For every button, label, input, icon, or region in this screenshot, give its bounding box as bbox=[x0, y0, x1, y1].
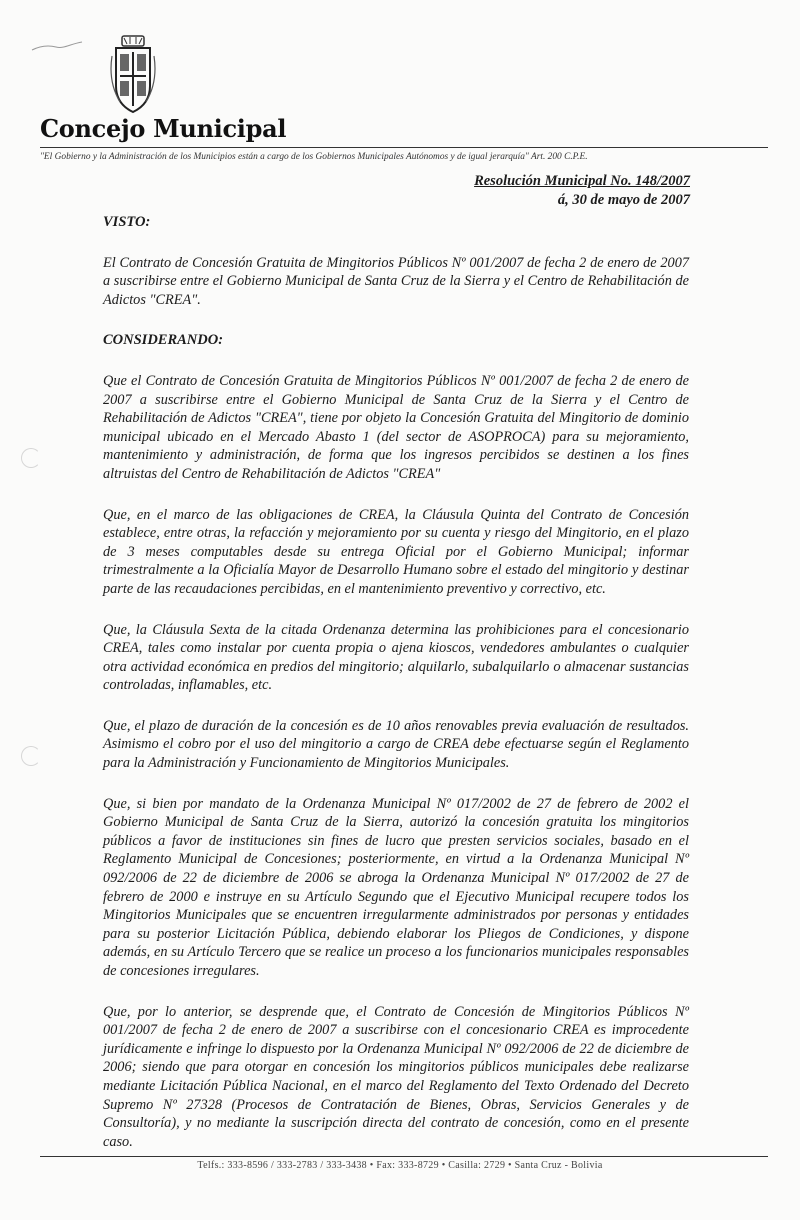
punch-hole bbox=[21, 448, 41, 468]
resolution-block bbox=[474, 172, 690, 210]
resolution-date: á, 30 de mayo de 2007 bbox=[557, 192, 690, 208]
punch-hole bbox=[21, 746, 41, 766]
municipal-crest-icon bbox=[108, 34, 158, 118]
considerando-paragraph: Que, por lo anterior, se desprende que, el Contrato de Concesión de Mingitorios Públicos Nº 001/2007 de fecha 2 de enero de 2007 a suscribirse con el concesionario CREA es improcedente jurídicamente e infringe lo dispuesto por la Ordenanza Municipal Nº 092/2006 de 22 de diciembre de 2006; siendo que para otorgar en concesión los mingitorios públicos municipales debe realizarse mediante Licitación Pública Nacional, en el marco del Reglamento del Texto Ordenado del Decreto Supremo Nº 27328 (Procesos de Contratación de Bienes, Obras, Servicios Generales y de Consultoría), y no mediante la suscripción directa del contrato de concesión, como en el presente caso. bbox=[103, 1003, 689, 1150]
visto-heading: VISTO: bbox=[103, 214, 151, 230]
resolution-number: Resolución Municipal No. 148/2007 bbox=[474, 173, 690, 189]
considerando-paragraph: Que el Contrato de Concesión Gratuita de Mingitorios Públicos Nº 001/2007 de fecha 2 de enero de 2007 a suscribirse entre el Gobierno Municipal de Santa Cruz de la Sierra y el Centro de Rehabilitación de Adictos "CREA", tiene por objeto la Concesión Gratuita del Mingitorio de dominio municipal ubicado en el Mercado Abasto 1 (del sector de ASOPROCA) para su mejoramiento, mantenimiento y administración, de forma que los ingresos percibidos se destinen a los fines altruistas del Centro de Rehabilitación de Adictos "CREA" bbox=[103, 372, 689, 482]
header-divider bbox=[40, 147, 768, 148]
considerando-paragraph: Que, si bien por mandato de la Ordenanza Municipal Nº 017/2002 de 27 de febrero de 2002 el Gobierno Municipal de Santa Cruz de la Sierra, autorizó la concesión gratuita los mingitorios públicos a favor de instituciones sin fines de lucro que presten servicios sociales, basado en el Reglamento Municipal de Concesiones; posteriormente, en virtud a la Ordenanza Municipal Nº 092/2006 de 22 de diciembre de 2006 se abroga la Ordenanza Municipal Nº 017/2002 de 27 de febrero de 2000 e instruye en su Artículo Segundo que el Ejecutivo Municipal recupere todos los Mingitorios Municipales que se encuentren irregularmente administrados por personas y entidades para su posterior Licitación Pública, debiendo elaborar los Pliegos de Condiciones, y dispone además, en su Artículo Tercero que se realice un proceso a los funcionarios municipales responsables de concesiones irregulares. bbox=[103, 795, 689, 979]
document-body bbox=[103, 213, 689, 1173]
considerando-paragraph: Que, en el marco de las obligaciones de CREA, la Cláusula Quinta del Contrato de Concesión establece, entre otras, la refacción y mejoramiento por su cuenta y riesgo del Mingitorio, en el plazo de 3 meses computables desde su entrega Oficial por el Gobierno Municipal; informar trimestralmente a la Oficialía Mayor de Desarrollo Humano sobre el estado del mingitorio y destinar parte de las recaudaciones percibidas, en el mantenimiento preventivo y correctivo, etc. bbox=[103, 506, 689, 597]
footer-contact: Telfs.: 333-8596 / 333-2783 / 333-3438 • Fax: 333-8729 • Casilla: 2729 • Santa Cruz - Bolivia bbox=[197, 1160, 603, 1171]
footer-divider bbox=[40, 1156, 768, 1157]
pen-mark bbox=[30, 36, 90, 56]
organization-name: Concejo Municipal bbox=[40, 114, 287, 143]
visto-paragraph: El Contrato de Concesión Gratuita de Mingitorios Públicos Nº 001/2007 de fecha 2 de enero de 2007 a suscribirse entre el Gobierno Municipal de Santa Cruz de la Sierra y el Centro de Rehabilitación de Adictos "CREA". bbox=[103, 254, 689, 308]
considerando-heading: CONSIDERANDO: bbox=[103, 332, 224, 349]
constitutional-motto: "El Gobierno y la Administración de los Municipios están a cargo de los Gobiernos Municipales Autónomos y de igual jerarquía" Art. 200 C.P.E. bbox=[40, 152, 588, 162]
considerando-paragraph: Que, la Cláusula Sexta de la citada Ordenanza determina las prohibiciones para el concesionario CREA, tales como instalar por cuenta propia o ajena kioscos, vendedores ambulantes o cualquier otra actividad económica en predios del mingitorio; alquilarlo, subalquilarlo o almacenar sustancias controladas, inflamables, etc. bbox=[103, 621, 689, 694]
considerando-paragraph: Que, el plazo de duración de la concesión es de 10 años renovables previa evaluación de resultados. Asimismo el cobro por el uso del mingitorio a cargo de CREA debe efectuarse según el Reglamento para la Administración y Funcionamiento de Mingitorios Municipales. bbox=[103, 717, 689, 772]
